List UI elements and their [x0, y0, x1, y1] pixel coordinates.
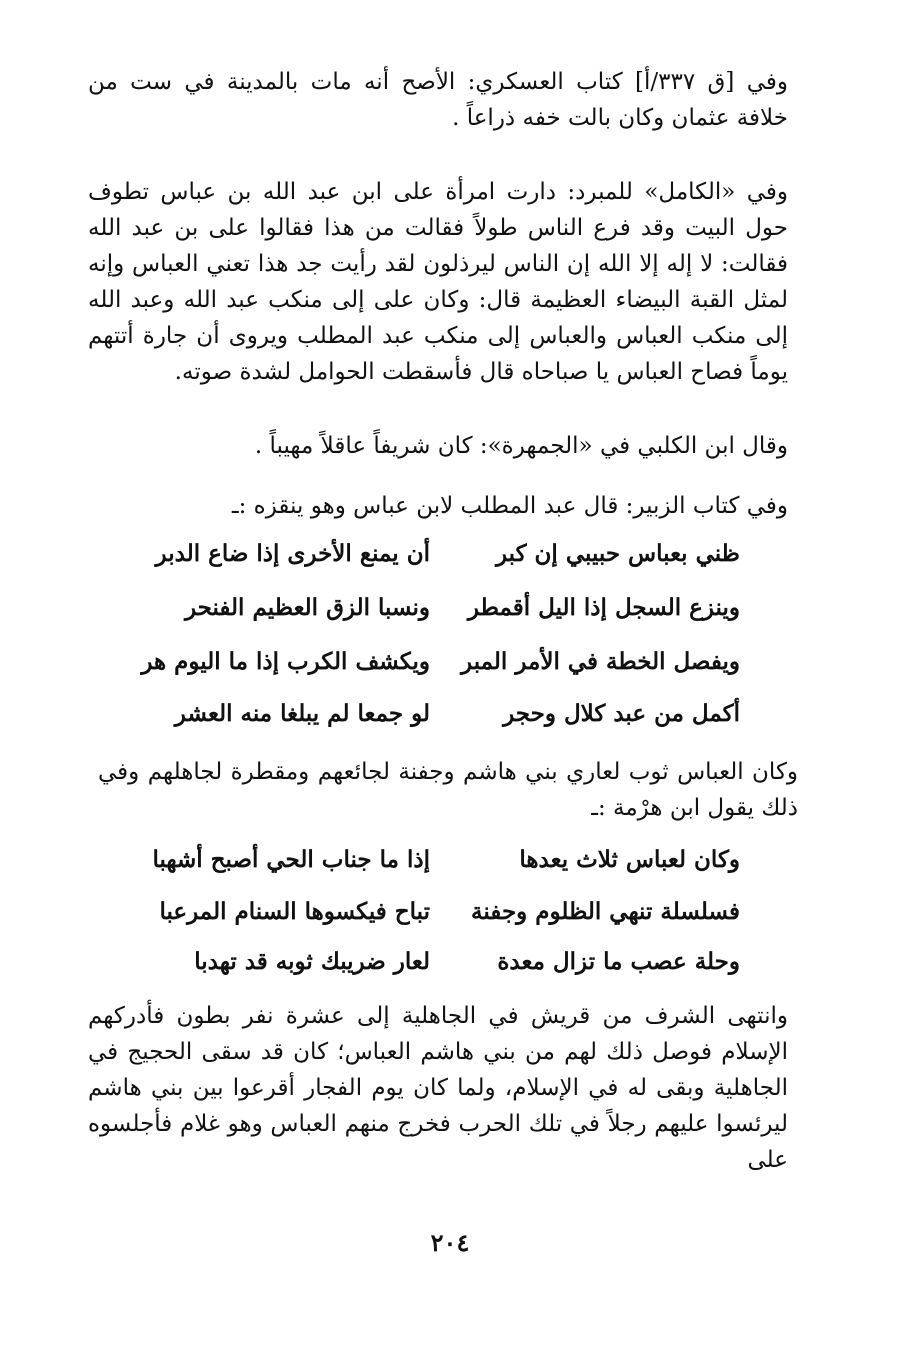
verse-second-hemistich: ونسبا الزق العظيم الفنحر	[184, 594, 430, 621]
verse-first-hemistich: فسلسلة تنهي الظلوم وجفنة	[471, 898, 740, 925]
poem-verse	[130, 846, 740, 886]
verse-second-hemistich: أن يمنع الأخرى إذا ضاع الدبر	[155, 540, 430, 567]
verse-second-hemistich: إذا ما جناب الحي أصبح أشهبا	[152, 846, 430, 873]
poem-verse	[130, 948, 740, 988]
verse-first-hemistich: ظني بعباس حبيبي إن كبر	[495, 540, 740, 567]
paragraph-askari: وفي [ق ٣٣٧/أ] كتاب العسكري: الأصح أنه مات بالمدينة في ست من خلافة عثمان وكان بالت خفه ذراعاً .	[88, 69, 788, 131]
verse-first-hemistich: وحلة عصب ما تزال معدة	[497, 948, 740, 975]
page-number: ٢٠٤	[430, 1228, 470, 1257]
verse-second-hemistich: تباح فيكسوها السنام المرعبا	[159, 898, 430, 925]
paragraph-abbas-cloth: وكان العباس ثوب لعاري بني هاشم وجفنة لجائعهم ومقطرة لجاهلهم وفي ذلك يقول ابن هرْمة :ـ	[98, 759, 798, 821]
paragraph-zubair: وفي كتاب الزبير: قال عبد المطلب لابن عباس وهو ينقزه :ـ	[231, 493, 788, 519]
poem-verse	[130, 540, 740, 580]
paragraph-jamhara: وقال ابن الكلبي في «الجمهرة»: كان شريفاً عاقلاً مهيباً .	[254, 433, 788, 459]
verse-first-hemistich: ويفصل الخطة في الأمر المبر	[461, 648, 740, 675]
paragraph-sharaf-quraish: وانتهى الشرف من قريش في الجاهلية إلى عشرة نفر بطون فأدركهم الإسلام فوصل ذلك لهم من بني هاشم العباس؛ كان قد سقى الحجيج في الجاهلية وبقى له في الإسلام، ولما كان يوم الفجار أقرعوا بين بني هاشم ليرئسوا عليهم رجلاً في تلك الحرب فخرج منهم العباس وهو غلام فأجلسوه على	[88, 1003, 788, 1173]
verse-first-hemistich: أكمل من عبد كلال وحجر	[503, 700, 740, 727]
verse-first-hemistich: وكان لعباس ثلاث يعدها	[519, 846, 740, 873]
poem-verse	[130, 648, 740, 688]
poem-verse	[130, 700, 740, 740]
poem-verse	[130, 594, 740, 634]
poem-verse	[130, 898, 740, 938]
verse-second-hemistich: لعار ضريبك ثوبه قد تهدبا	[194, 948, 430, 975]
verse-second-hemistich: لو جمعا لم يبلغا منه العشر	[174, 700, 430, 727]
paragraph-kamil: وفي «الكامل» للمبرد: دارت امرأة على ابن عبد الله بن عباس تطوف حول البيت وقد فرع الناس طولاً فقالت من هذا فقالوا على بن عبد الله فقالت: لا إله إلا الله إن الناس ليرذلون لقد رأيت جد هذا تعني العباس وإنه لمثل القبة البيضاء العظيمة قال: وكان على إلى منكب عبد الله وعبد الله إلى منكب العباس والعباس إلى منكب عبد المطلب ويروى أن جارة أتتهم يوماً فصاح العباس يا صباحاه قال فأسقطت الحوامل لشدة صوته.	[88, 179, 788, 385]
verse-first-hemistich: وينزع السجل إذا اليل أقمطر	[467, 594, 740, 621]
verse-second-hemistich: ويكشف الكرب إذا ما اليوم هر	[141, 648, 430, 675]
